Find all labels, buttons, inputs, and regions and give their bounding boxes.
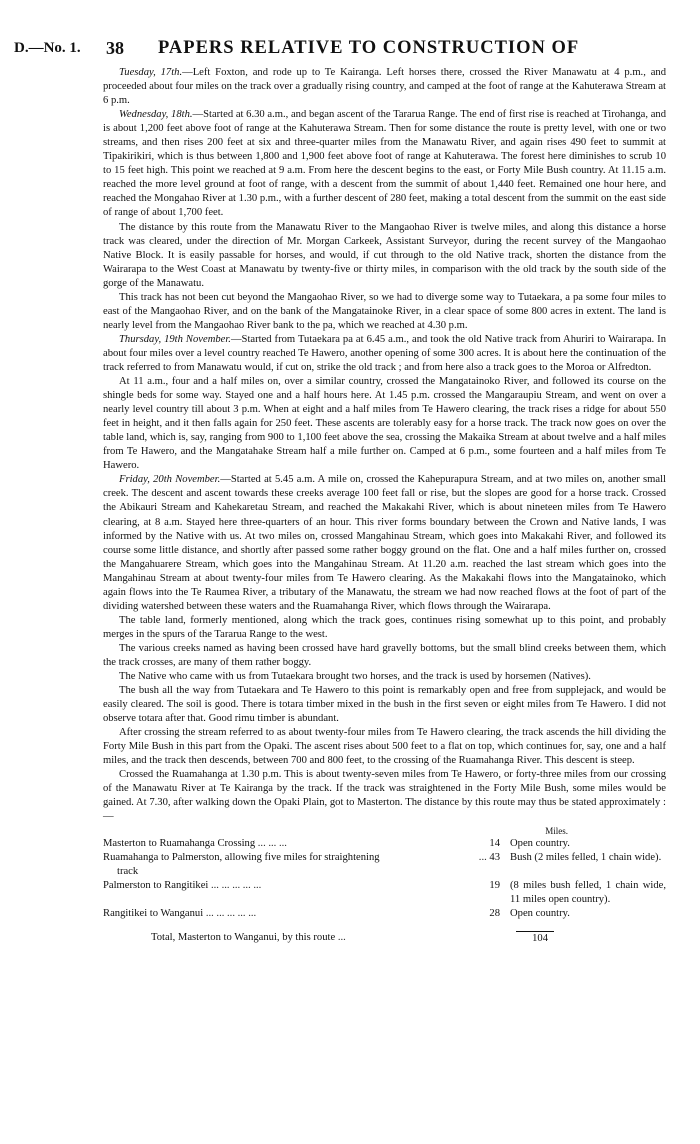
paragraph: At 11 a.m., four and a half miles on, over a similar country, crossed the Mangatainoko River, and followed its course on the shingle beds for some way. Stayed one and a half hours here. At 1.45 p.m. crossed the Mangaraupiu Stream, and went on over a nearly level country till about 3 p.m. When at eight and a half miles from Te Hawero clearing, the track rises a ridge for about 550 feet in height, and it then falls again for 250 feet. These ascents are tolerably easy for a horse track. The track now goes on over the table land, which is, say, ranging from 900 to 1,100 feet above the sea, crossing the Makaika Stream at about twelve and a half miles from Te Hawero, and the Mangatahake Stream half a mile further on. Camped at 6 p.m., some fourteen and a half miles from Te Hawero.: [103, 376, 666, 472]
table-row: Ruamahanga to Palmerston, allowing five miles for straightening track ... 43 Bush (2 miles felled, 1 chain wide).: [103, 851, 666, 879]
paragraph: The Native who came with us from Tutaekara brought two horses, and the track is used by horsemen (Natives).: [119, 671, 591, 683]
miles-value: 14: [489, 837, 500, 849]
paragraph: Thursday, 19th November.—Started from Tutaekara pa at 6.45 a.m., and took the old Native track from Ahuriri to Wairarapa. In about four miles over a level country reached Te Hawero, another opening of some 300 acres. It is about here the continuation of the track referred to from Manawatu would, if cut on, strike the old track ; and from here also a track goes to the Moroa or Alfredton.: [103, 333, 667, 373]
route-note: (8 miles bush felled, 1 chain wide, 11 miles open country).: [510, 879, 666, 905]
page-number: 38: [106, 38, 124, 58]
document-reference: D.—No. 1.: [14, 40, 81, 56]
route-label: Palmerston to Rangitikei: [103, 879, 209, 891]
document-body: [103, 66, 666, 946]
route-note: Open country.: [510, 837, 570, 849]
table-row: Palmerston to Rangitikei ... ... ... ... ... 19 (8 miles bush felled, 1 chain wide, 11 miles open country).: [103, 879, 666, 907]
paragraph: This track has not been cut beyond the Mangaohao River, so we had to diverge some way to Tutaekara, a pa some four miles to east of the Mangaohao River, and on the bank of the Mangatainoke River, in a clear space of some 800 acres in extent. The land is nearly level from the Mangaohao River bank to the pa, which we reached at 4.30 p.m.: [103, 291, 666, 331]
paragraph: Tuesday, 17th.—Left Foxton, and rode up to Te Kairanga. Left horses there, crossed the River Manawatu at 4 p.m., and proceeded about four miles on the track over a gradually rising country, and camped at the foot of range at the Kahuterawa Stream at 6 p.m.: [103, 67, 666, 107]
miles-value: 43: [489, 851, 500, 863]
route-label: Masterton to Ruamahanga Crossing: [103, 837, 256, 849]
paragraph: The table land, formerly mentioned, along which the track goes, continues rising somewhat up to this point, and probably merges in the spurs of the Tararua Range to the west.: [103, 614, 666, 640]
miles-column-header: Miles.: [545, 825, 568, 836]
route-note: Open country.: [510, 907, 570, 919]
total-miles-value: 104: [516, 931, 554, 946]
total-row: Total, Masterton to Wanganui, by this route ... 104: [103, 931, 666, 946]
paragraph: Wednesday, 18th.—Started at 6.30 a.m., and began ascent of the Tararua Range. The end of first rise is reached at Tirohanga, and is about 1,200 feet above foot of range at the Kahuterawa Stream. Then for some distance the route is pretty level, with one or two streams, and then rises 200 feet at six and three-quarter miles from the Manawatu River, and again rises 490 feet to summit at Tipakirikiri, which is thus between 1,800 and 1,900 feet above foot of range at Kahuterawa. The forest here diminishes to scrub 10 to 15 feet high. This point we reached at 9 a.m. From here the descent begins to the east, or Forty Mile Bush country. At 11.15 a.m. reached the more level ground at foot of range, with a descent from the summit of about 1,440 feet. Remained one hour here, and reached the Mongahao River at 1.30 p.m., with a further descent of 280 feet, making a total descent from the summit on the east side of range of about 1,700 feet.: [103, 109, 666, 219]
route-note: Bush (2 miles felled, 1 chain wide).: [510, 851, 662, 863]
paragraph: After crossing the stream referred to as about twenty-four miles from Te Hawero clearing, the track ascends the hill dividing the Forty Mile Bush in this part from the Opaki. The ascent rises about 500 feet to a flat on top, which continues for, say, one and a half miles, and the track then descends, between 700 and 800 feet, to the crossing of the Ruamahanga River. This descent is steep.: [103, 727, 666, 767]
paragraph: The bush all the way from Tutaekara and Te Hawero to this point is remarkably open and free from supplejack, and would be easily cleared. The soil is good. There is totara timber mixed in the bush in the first seven or eight miles from Te Hawero. I did not observe totara after that. Good rimu timber is abundant.: [103, 685, 666, 725]
page-header: [14, 38, 660, 60]
route-label-continuation: track: [117, 865, 139, 877]
paragraph: Crossed the Ruamahanga at 1.30 p.m. This is about twenty-seven miles from Te Hawero, or forty-three miles from our crossing of the Manawatu River at Te Kairanga by the track. If the track was straightened in the Forty Mile Bush, some miles would be gained. At 7.30, after walking down the Opaki Plain, got to Masterton. The distance by this route may thus be stated approximately :—: [103, 769, 666, 823]
route-label: Ruamahanga to Palmerston, allowing five miles for straightening: [103, 851, 380, 863]
distance-table: [103, 837, 666, 921]
table-row: Masterton to Ruamahanga Crossing ... ... ... 14 Open country.: [103, 837, 666, 851]
distance-total: [103, 931, 666, 946]
miles-value: 28: [489, 907, 500, 919]
paragraph: Friday, 20th November.—Started at 5.45 a.m. A mile on, crossed the Kahepurapura Stream, and at two miles on, another small creek. The descent and ascent towards these creeks average 100 feet fall or rise, but the slopes are good for a horse track. Crossed the Abikauri Stream and Kahekaretau Stream, and reached the Makakahi River, which is about nineteen miles from Te Hawero clearing, at 8 a.m. Stayed here three-quarters of an hour. This river forms boundary between the Crown and Native lands, I was informed by the Native with us. At two miles on, crossed Mangahinau Stream, which goes into Makakahi River, and followed its course some little distance, and shortly after passed some rather boggy ground on the flat. One and a half miles further on, crossed the Mangahuarere Stream, which goes into the Mangahinau Stream. At 11.20 a.m. reached the last stream which goes into the Mangahinau Stream at about twenty-four miles from Te Hawero clearing. As the Makakahi flows into the Mangatainoko, which again flows into the Te Raumea River, a tributary of the Manawatu, the stream we had now reached flows at the foot of part of the dividing watershed between these waters and the Ruamahanga River, which flows through the Wairarapa.: [103, 474, 666, 612]
table-row: Rangitikei to Wanganui ... ... ... ... ... 28 Open country.: [103, 907, 666, 921]
total-label: Total, Masterton to Wanganui, by this route: [151, 932, 336, 944]
miles-value: 19: [489, 879, 500, 891]
page-title: PAPERS RELATIVE TO CONSTRUCTION OF: [158, 38, 580, 58]
paragraph: The distance by this route from the Manawatu River to the Mangaohao River is twelve miles, and along this distance a horse track was cleared, under the direction of Mr. Morgan Carkeek, Assistant Surveyor, during the recent survey of the Mangaohao Native Block. It is easily passable for horses, and would, if cut through to the old Native track, shorten the distance from the Wairarapa to the West Coast at Manawatu by twenty-five or thirty miles, in comparison with the old track by the south side of the gorge of the Manawatu.: [103, 221, 666, 289]
route-label: Rangitikei to Wanganui: [103, 907, 204, 919]
paragraph: The various creeks named as having been crossed have hard gravelly bottoms, but the small blind creeks between them, which the track crosses, are many of them rather boggy.: [103, 642, 666, 668]
